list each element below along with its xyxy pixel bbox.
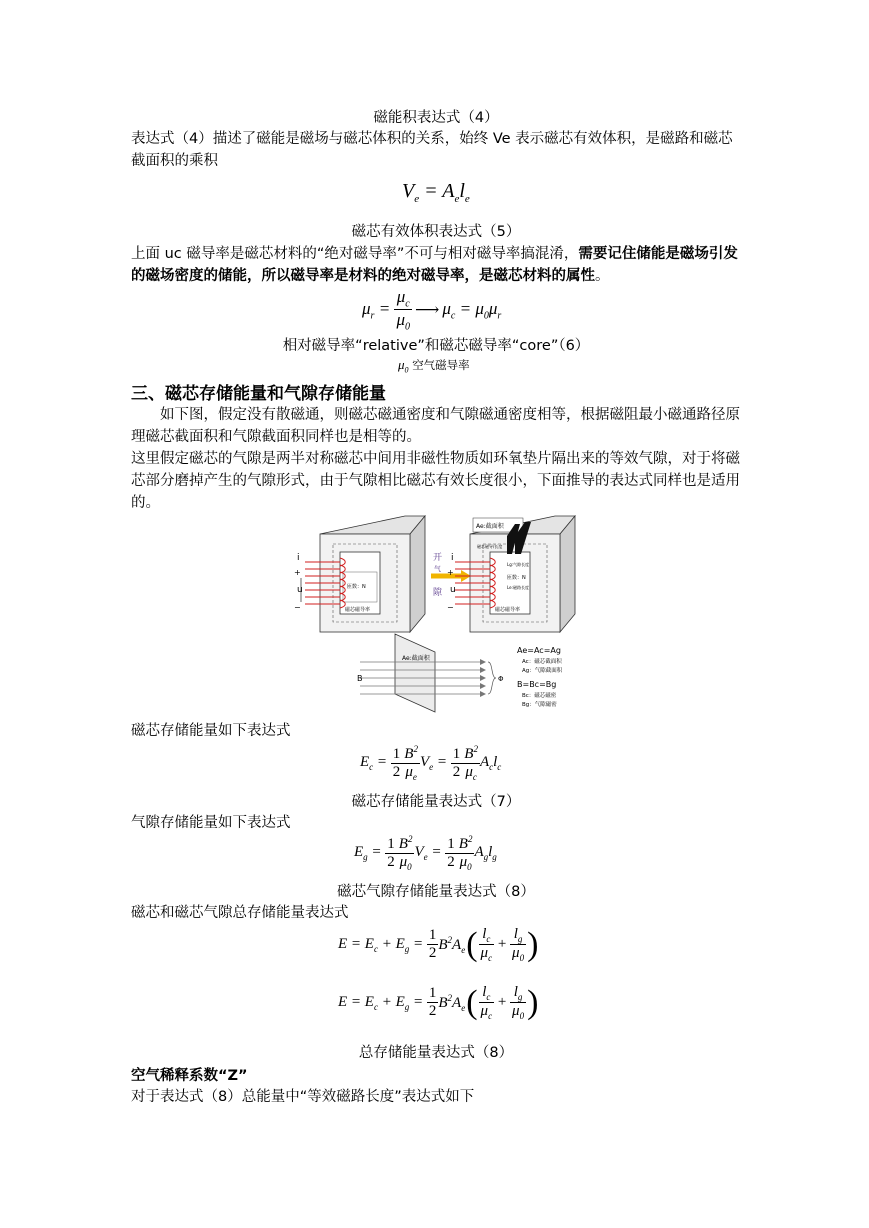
legend-bc: Bc：磁芯磁密 (522, 693, 557, 699)
bottom-b-label: B (357, 674, 363, 683)
right-plus: + (447, 568, 454, 577)
section-heading: 三、磁芯存储能量和气隙存储能量 (131, 384, 386, 404)
left-u: u (297, 585, 303, 595)
paragraph-flux: 如下图，假定没有散磁通，则磁芯磁通密度和气隙磁通密度相等，根据磁阻最小磁通路径原理磁芯截面积和气隙截面积同样也是相等的。 (131, 407, 740, 445)
paragraph-gap: 这里假定磁芯的气隙是两半对称磁芯中间用非磁性物质如环氧垫片隔出来的等效气隙，对于将磁芯部分磨掉产生的气隙形式，由于气隙相比磁芯有效长度很小，下面推导的表达式同样也是适用的。 (131, 451, 740, 511)
legend-bg: Bg：气隙磁密 (522, 702, 557, 708)
mu0-note-text: 空气磁导率 (412, 358, 470, 372)
paragraph-permeability-normal: 上面 uc 磁导率是磁芯材料的“绝对磁导率”不可与相对磁导率搞混淆， (131, 246, 579, 262)
legend-ac: Ac：磁芯截面积 (522, 659, 562, 665)
paragraph-core-energy: 磁芯存储能量如下表达式 (131, 723, 291, 739)
paragraph-volume: 表达式（4）描述了磁能是磁场与磁芯体积的关系，始终 Ve 表示磁芯有效体积，是磁路和磁芯截面积的乘积 (131, 131, 733, 169)
sub-heading-z: 空气稀释系数“Z” (131, 1068, 248, 1084)
left-minus: − (294, 603, 301, 612)
arrow-label-3: 隙 (433, 588, 443, 598)
left-turns-label: 匝数：N (347, 584, 366, 590)
flux-cross-section-diagram (357, 634, 504, 712)
caption-eq7: 磁芯存储能量表达式（7） (351, 794, 521, 810)
arrow-label-1: 开 (433, 553, 443, 563)
mu0-note: $\mu_0$ 空气磁导率 (398, 357, 470, 375)
left-mu-label: 磁芯磁导率 (345, 607, 371, 613)
bottom-phi-label: Φ (498, 675, 504, 683)
equation-8a: $E_g$ = $\frac{1}{2}$ $\frac{B^2}{\mu_0}$ $V_e$ = $\frac{1}{2}$ $\frac{B^2}{\mu_0}$ $A_gl_g$ (354, 834, 497, 872)
equation-total-1: $E = E_c + E_g$ = $\frac{1}{2}$ $B^2A_e$ ( $\frac{l_c}{\mu_c}$ + $\frac{l_g}{\mu_0}$ ) (338, 925, 539, 963)
right-gap-label: 磁芯磁导/长度 (477, 544, 503, 549)
caption-eq6: 相对磁导率“relative”和磁芯磁导率“core”（6） (282, 338, 590, 354)
equation-7: $E_c$ = $\frac{1}{2}$ $\frac{B^2}{\mu_e}$ $V_e$ = $\frac{1}{2}$ $\frac{B^2}{\mu_c}$ $A_cl_c$ (360, 744, 502, 782)
legend-ag: Ag：气隙截面积 (522, 668, 563, 674)
right-minus: − (447, 603, 454, 612)
right-mu-label: 磁芯磁导率 (495, 607, 521, 613)
figure-legend (517, 646, 563, 708)
right-lg-label: Lg:气隙长度 (507, 562, 530, 567)
equation-5: $V_e = A_el_e$ (402, 180, 470, 205)
caption-eq4: 磁能积表达式（4） (373, 110, 499, 126)
core-gap-figure (285, 514, 585, 714)
legend-eq2: B=Bc=Bg (517, 680, 557, 689)
left-plus: + (294, 568, 301, 577)
paragraph-effective-length: 对于表达式（8）总能量中“等效磁路长度”表达式如下 (131, 1089, 475, 1105)
right-i: i (451, 553, 454, 563)
paragraph-total-energy: 磁芯和磁芯气隙总存储能量表达式 (131, 905, 349, 921)
paragraph-permeability-end: 。 (595, 268, 610, 284)
paragraph-permeability (131, 243, 741, 287)
left-i: i (297, 553, 300, 563)
right-area-label: Ae:截面积 (476, 523, 504, 530)
arrow-label-2: 气 (434, 565, 441, 573)
caption-eq5: 磁芯有效体积表达式（5） (351, 224, 521, 240)
paragraph-permeability-emphasis: 需要记住储能是磁场引发的磁场密度的储能，所以磁导率是材料的绝对磁导率，是磁芯材料的属性 (131, 246, 738, 284)
caption-eq8b: 总存储能量表达式（8） (358, 1045, 514, 1061)
right-u: u (450, 585, 456, 595)
right-turns-label: 匝数：N (507, 575, 526, 581)
paragraph-gap-energy: 气隙存储能量如下表达式 (131, 815, 291, 831)
left-core-diagram (294, 516, 425, 632)
right-le-label: Le:磁路长度 (507, 585, 529, 590)
bottom-area-label: Ae:截面积 (402, 655, 430, 662)
equation-total-2: $E = E_c + E_g$ = $\frac{1}{2}$ $B^2A_e$ ( $\frac{l_c}{\mu_c}$ + $\frac{l_g}{\mu_0}$ ) (338, 983, 539, 1021)
legend-eq1: Ae=Ac=Ag (517, 646, 561, 655)
caption-eq8a: 磁芯气隙存储能量表达式（8） (337, 884, 535, 900)
equation-6: $\mu_r$ = $\frac{\mu_c}{\mu_0}$ ⟶ $\mu_c = \mu_0\mu_r$ (362, 287, 502, 333)
